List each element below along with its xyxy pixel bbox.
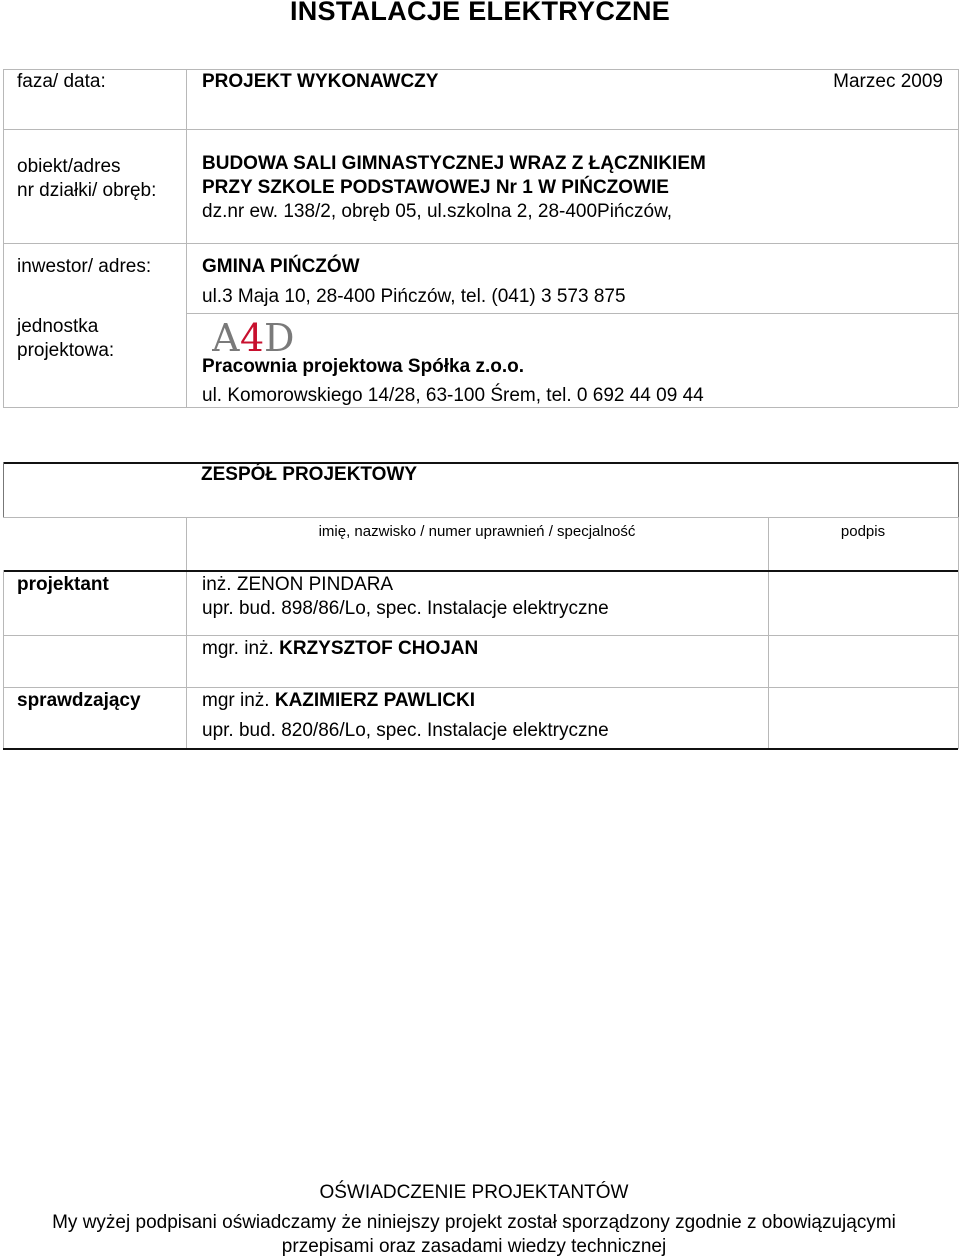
- team-table-column-divider: [768, 517, 769, 749]
- company-logo: [212, 315, 308, 355]
- investor-label: inwestor/ adres:: [17, 256, 152, 277]
- designer-1-fullname: ZENON PINDARA: [236, 574, 394, 595]
- declaration-text-line: My wyżej podpisani oświadczamy że niniejszy projekt został sporządzony zgodnie z obowiązującymi: [52, 1212, 896, 1233]
- designer-2-title: mgr. inż.: [202, 638, 274, 659]
- design-unit-label-line: projektowa:: [17, 340, 115, 361]
- team-table-divider: [3, 517, 958, 518]
- design-unit-label-line: jednostka: [17, 316, 99, 337]
- info-table-left-border: [3, 69, 4, 407]
- logo-digit-4: 4: [240, 316, 265, 355]
- object-address: dz.nr ew. 138/2, obręb 05, ul.szkolna 2, 28-400Pińczów,: [202, 201, 673, 222]
- column-header-signature: podpis: [840, 523, 886, 540]
- designer-1-title: inż.: [202, 574, 232, 595]
- phase-label: faza/ data:: [17, 71, 106, 92]
- team-table-left-border: [3, 570, 4, 749]
- team-table-right-border: [958, 517, 959, 749]
- object-label-line: obiekt/adres: [17, 156, 121, 177]
- investor-name: GMINA PIŃCZÓW: [202, 256, 360, 277]
- team-heading-right-border: [958, 462, 959, 517]
- info-table-row-divider: [186, 313, 958, 314]
- declaration-heading: OŚWIADCZENIE PROJEKTANTÓW: [319, 1182, 629, 1203]
- info-table-row-divider: [3, 129, 958, 130]
- team-table-row-divider: [3, 635, 958, 636]
- designer-label: projektant: [17, 574, 109, 595]
- logo-letter-d: D: [264, 316, 295, 355]
- investor-address: ul.3 Maja 10, 28-400 Pińczów, tel. (041) 3 573 875: [202, 286, 626, 307]
- column-header-name: imię, nazwisko / numer uprawnień / specjalność: [318, 523, 636, 540]
- declaration-text-line: przepisami oraz zasadami wiedzy technicznej: [281, 1236, 667, 1257]
- checker-fullname: KAZIMIERZ PAWLICKI: [274, 690, 476, 711]
- date-value: Marzec 2009: [833, 71, 943, 92]
- checker-title: mgr inż.: [202, 690, 270, 711]
- phase-value: PROJEKT WYKONAWCZY: [202, 71, 439, 92]
- team-table-rule: [3, 570, 958, 572]
- designer-2-fullname: KRZYSZTOF CHOJAN: [279, 638, 479, 659]
- team-heading: ZESPÓŁ PROJEKTOWY: [201, 464, 418, 485]
- logo-letter-a: A: [212, 316, 240, 355]
- info-table-column-divider: [186, 69, 187, 407]
- team-table-row-divider: [3, 687, 958, 688]
- object-label-line: nr działki/ obręb:: [17, 180, 157, 201]
- design-unit-name: Pracownia projektowa Spółka z.o.o.: [202, 356, 525, 377]
- object-label: [17, 155, 156, 203]
- info-table-top-border: [3, 69, 958, 70]
- object-line: PRZY SZKOLE PODSTAWOWEJ Nr 1 W PIŃCZOWIE: [202, 177, 669, 198]
- checker-name: [202, 689, 475, 713]
- checker-license: upr. bud. 820/86/Lo, spec. Instalacje elektryczne: [202, 720, 609, 741]
- object-line: BUDOWA SALI GIMNASTYCZNEJ WRAZ Z ŁĄCZNIKIEM: [202, 153, 706, 174]
- team-heading-left-border: [3, 462, 4, 517]
- info-table-right-border: [958, 69, 959, 407]
- design-unit-address: ul. Komorowskiego 14/28, 63-100 Śrem, tel. 0 692 44 09 44: [202, 385, 704, 406]
- designer-2-name: [202, 637, 478, 661]
- document-title: INSTALACJE ELEKTRYCZNE: [289, 0, 671, 26]
- info-table-row-divider: [3, 243, 958, 244]
- design-unit-label: [17, 315, 114, 363]
- designer-1-name: [202, 573, 393, 597]
- designer-1-license: upr. bud. 898/86/Lo, spec. Instalacje elektryczne: [202, 598, 609, 619]
- checker-label: sprawdzający: [17, 690, 141, 711]
- team-table-bottom-rule: [3, 748, 958, 750]
- team-table-column-divider: [186, 517, 187, 749]
- team-table-top-rule: [3, 462, 958, 464]
